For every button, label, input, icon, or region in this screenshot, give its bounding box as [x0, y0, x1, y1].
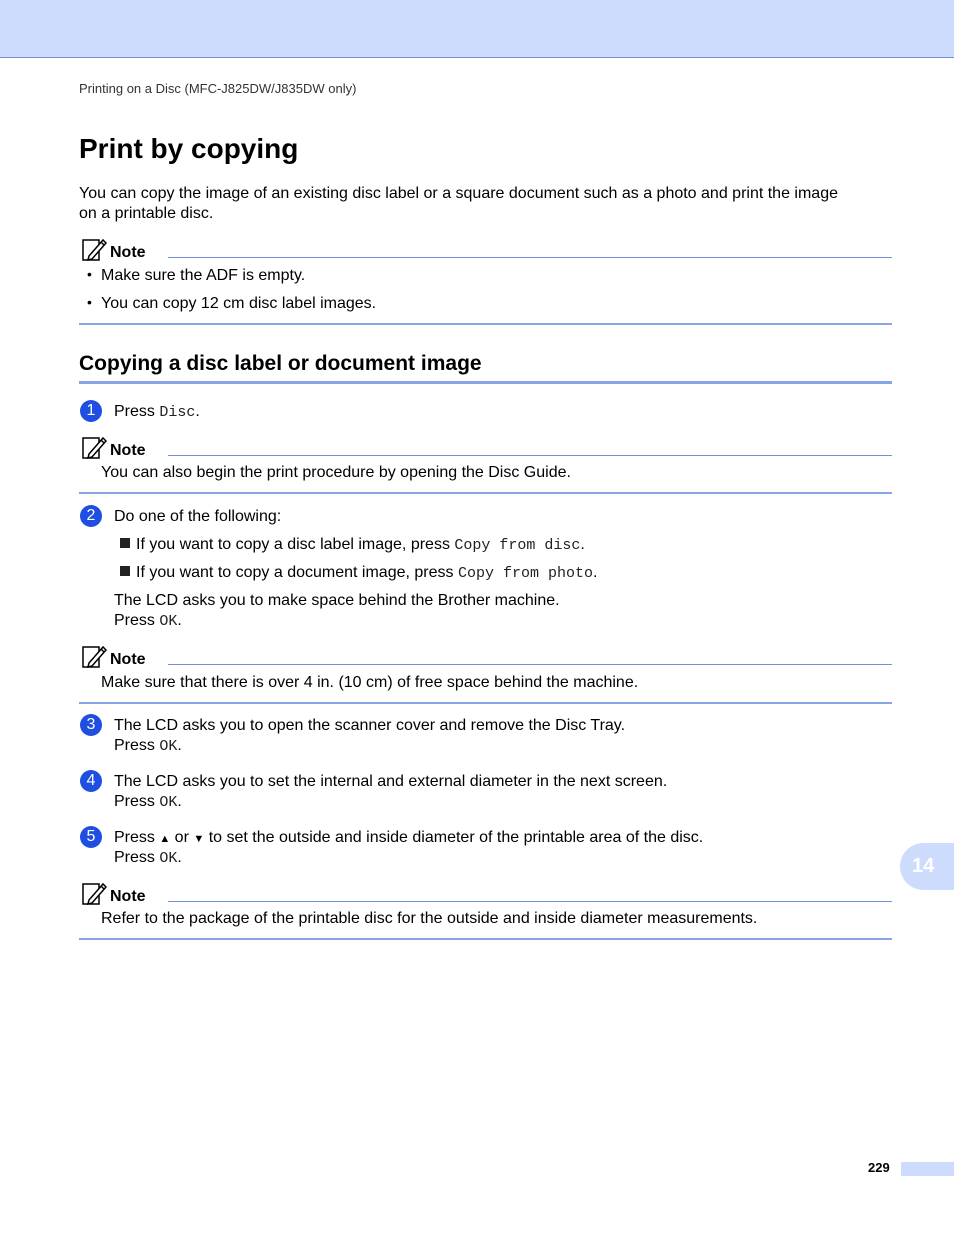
option-2: If you want to copy a document image, press Copy from photo. [120, 563, 597, 584]
note-text: Make sure that there is over 4 in. (10 cm) of free space behind the machine. [101, 674, 639, 691]
note-divider [168, 455, 892, 456]
note-pencil-icon [81, 644, 107, 670]
note-label: Note [110, 244, 146, 261]
option-1: If you want to copy a disc label image, press Copy from disc. [120, 535, 585, 556]
note-divider [168, 664, 892, 665]
press-ok: Press OK. [114, 737, 182, 755]
note-end-rule [79, 323, 892, 325]
press-text: Press [114, 737, 160, 754]
step-2-text: Do one of the following: [114, 508, 282, 525]
note-header [79, 237, 892, 267]
breadcrumb: Printing on a Disc (MFC-J825DW/J835DW only) [79, 81, 357, 96]
square-bullet-icon [120, 566, 130, 576]
press-text: Press [114, 612, 160, 629]
code-ok: OK [159, 850, 178, 867]
option-text: If you want to copy a document image, press [136, 564, 458, 581]
top-band [0, 0, 954, 58]
page-title: Print by copying [79, 133, 299, 164]
note-end-rule [79, 938, 892, 940]
step-number-1: 1 [80, 400, 102, 422]
press-text: Press [114, 793, 160, 810]
square-bullet-icon [120, 538, 130, 548]
code-copy-from-disc: Copy from disc [454, 537, 581, 554]
option-text: If you want to copy a disc label image, press [136, 536, 455, 553]
note-pencil-icon [81, 881, 107, 907]
step-text: or [170, 829, 194, 846]
note-item: You can copy 12 cm disc label images. [101, 295, 377, 312]
footer-bar [901, 1162, 954, 1176]
step-number-3: 3 [80, 714, 102, 736]
down-arrow-icon: ▼ [193, 833, 205, 845]
bullet: • [87, 266, 92, 282]
note-header [79, 435, 892, 465]
step-number-5: 5 [80, 826, 102, 848]
intro-paragraph [79, 184, 894, 224]
code-ok: OK [159, 794, 178, 811]
up-arrow-icon: ▲ [159, 833, 171, 845]
step-5-text [114, 828, 703, 849]
note-pencil-icon [81, 435, 107, 461]
bullet: • [87, 294, 92, 310]
note-end-rule [79, 702, 892, 704]
press-text: Press [114, 849, 160, 866]
note-header [79, 881, 892, 911]
step-3-text: The LCD asks you to open the scanner cover and remove the Disc Tray. [114, 717, 626, 734]
press-ok: Press OK. [114, 612, 182, 630]
note-end-rule [79, 492, 892, 494]
page-number: 229 [868, 1160, 890, 1175]
note-label: Note [110, 651, 146, 668]
step-4-text: The LCD asks you to set the internal and external diameter in the next screen. [114, 773, 668, 790]
note-label: Note [110, 442, 146, 459]
intro-line: You can copy the image of an existing disc label or a square document such as a photo and print the image [79, 185, 838, 202]
step-text: to set the outside and inside diameter of the printable area of the disc. [204, 829, 704, 846]
section-title: Copying a disc label or document image [79, 352, 482, 375]
code-copy-from-photo: Copy from photo [457, 565, 593, 582]
chapter-tab: 14 [900, 843, 954, 890]
step-number-2: 2 [80, 505, 102, 527]
step-text: Press [114, 829, 160, 846]
press-ok: Press OK. [114, 793, 182, 811]
note-text: You can also begin the print procedure by opening the Disc Guide. [101, 464, 571, 481]
note-header [79, 644, 892, 674]
note-label: Note [110, 888, 146, 905]
step-number-4: 4 [80, 770, 102, 792]
code-ok: OK [159, 738, 178, 755]
step-text: Press [114, 403, 160, 420]
intro-line: on a printable disc. [79, 205, 214, 222]
code-ok: OK [159, 613, 178, 630]
code-disc: Disc [159, 404, 196, 421]
note-item: Make sure the ADF is empty. [101, 267, 306, 284]
note-divider [168, 257, 892, 258]
note-text: Refer to the package of the printable disc for the outside and inside diameter measurements. [101, 910, 758, 927]
punct: . [195, 403, 200, 420]
step-2-after: The LCD asks you to make space behind the Brother machine. [114, 592, 560, 609]
note-divider [168, 901, 892, 902]
note-pencil-icon [81, 237, 107, 263]
section-rule [79, 381, 892, 384]
step-1-text [114, 402, 200, 423]
press-ok: Press OK. [114, 849, 182, 867]
